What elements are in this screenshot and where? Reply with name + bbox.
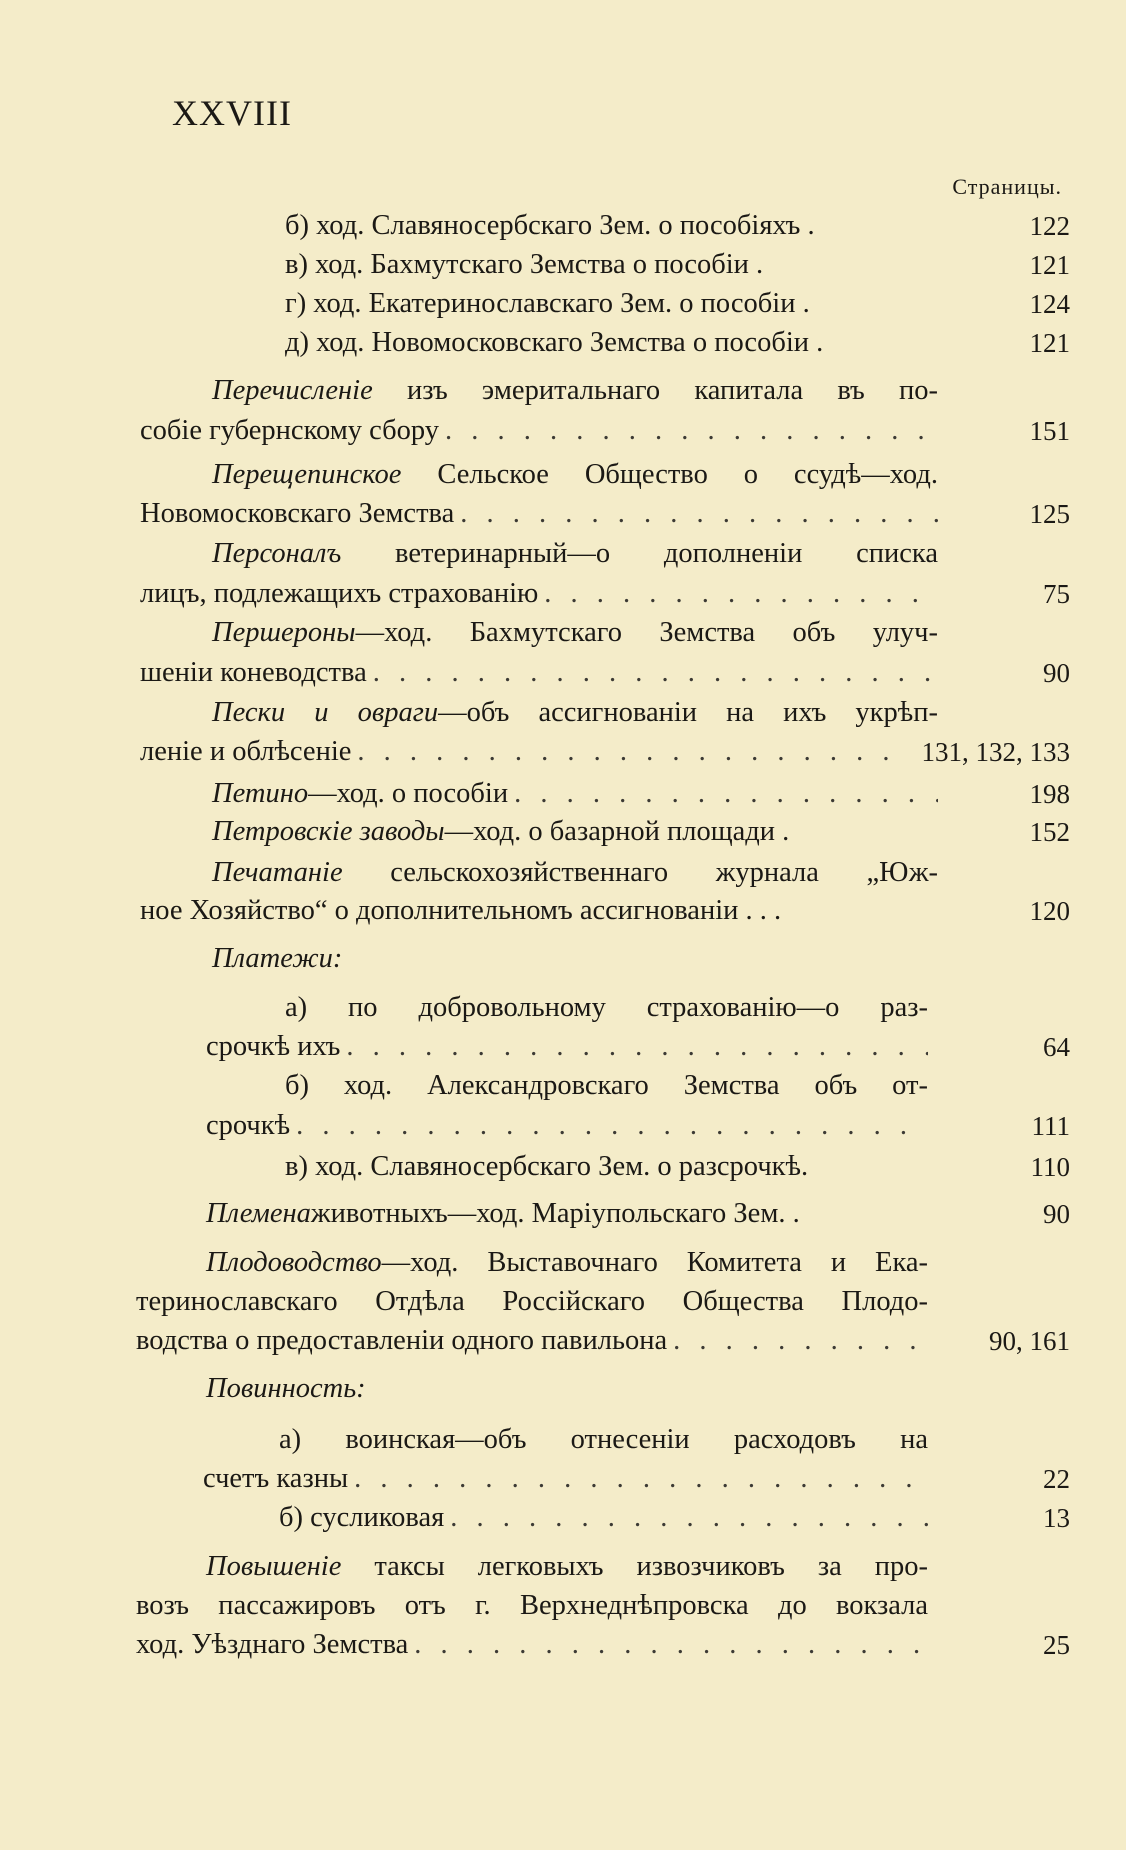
entry-pages: 120	[1029, 896, 1070, 926]
entry-text: срочкѣ	[206, 1110, 291, 1141]
dot-leader	[673, 1322, 928, 1360]
entry-pages: 22	[1043, 1464, 1070, 1494]
entry-text: ход. Уѣзднаго Земства	[136, 1629, 409, 1660]
entry-text: счетъ казны	[203, 1463, 349, 1494]
entry-pages: 131, 132, 133	[921, 737, 1070, 767]
entry-pages: 90	[1043, 658, 1070, 688]
page-number: XXVIII	[172, 93, 292, 133]
entry-text: —ход. Бахмутскаго Земства объ улуч-	[355, 617, 938, 648]
entry-pages: 152	[1029, 817, 1070, 847]
entry-text: а) по добровольному страхованію—о раз-	[285, 992, 928, 1023]
entry-text: таксы легковыхъ извозчиковъ за про-	[341, 1551, 928, 1582]
entry-text: леніе и облѣсеніе	[140, 736, 352, 767]
entry-text: лицъ, подлежащихъ страхованію	[140, 578, 539, 609]
dot-leader	[346, 1028, 928, 1066]
entry-text: собіе губернскому сбору	[140, 415, 439, 446]
entry-pages: 64	[1043, 1032, 1070, 1062]
dot-leader	[450, 1499, 928, 1537]
entry-pages: 75	[1043, 579, 1070, 609]
entry-text: Сельское Общество о ссудѣ—ход.	[401, 459, 938, 490]
entry-text: животныхъ—ход. Маріупольскаго Зем. .	[310, 1198, 800, 1229]
entry-pages: 90	[1043, 1199, 1070, 1229]
entry-pages: 198	[1029, 779, 1070, 809]
entry-keyword: Перещепинское	[212, 459, 402, 490]
entry-pages: 151	[1029, 416, 1070, 446]
entry-pages: 121	[1029, 250, 1070, 280]
entry-text: ветеринарный—о дополненіи списка	[341, 538, 938, 569]
entry-keyword: Персоналъ	[212, 538, 342, 569]
entry-keyword: Печатаніе	[212, 857, 343, 888]
entry-text: —объ ассигнованіи на ихъ укрѣп-	[438, 697, 938, 728]
entry-keyword: Плодоводство	[206, 1247, 382, 1278]
entry-pages: 90, 161	[989, 1326, 1070, 1356]
entry-pages: 13	[1043, 1503, 1070, 1533]
entry-keyword: Петино	[212, 778, 309, 809]
entry-text: изъ эмеритальнаго капитала въ по-	[372, 375, 938, 406]
entry-pages: 25	[1043, 1630, 1070, 1660]
entry-keyword: Пески и овраги	[212, 697, 439, 728]
entry-pages: 110	[1030, 1152, 1070, 1182]
dot-leader	[544, 575, 938, 613]
entry-text: ное Хозяйство“ о дополнительномъ ассигнованіи . . .	[140, 895, 782, 926]
entry-pages: 125	[1029, 499, 1070, 529]
dot-leader	[445, 412, 938, 450]
entry-keyword: Племена	[206, 1198, 311, 1229]
section-heading: Повинность:	[206, 1373, 366, 1404]
entry-text: теринославскаго Отдѣла Россійскаго Общества Плодо-	[136, 1286, 928, 1317]
dot-leader	[460, 495, 938, 533]
entry-text: г) ход. Екатеринославскаго Зем. о пособіи .	[285, 288, 810, 319]
entry-keyword: Першероны	[212, 617, 356, 648]
dot-leader	[357, 733, 895, 771]
pages-column-header: Страницы.	[952, 174, 1062, 199]
section-heading: Платежи:	[212, 943, 343, 974]
entry-text: срочкѣ ихъ	[206, 1031, 341, 1062]
entry-text: возъ пассажировъ отъ г. Верхнеднѣпровска до вокзала	[136, 1590, 928, 1621]
dot-leader	[514, 775, 938, 813]
entry-keyword: Повышеніе	[206, 1551, 342, 1582]
dot-leader	[414, 1626, 928, 1664]
entry-text: в) ход. Бахмутскаго Земства о пособіи .	[285, 249, 764, 280]
entry-text: водства о предоставленіи одного павильона	[136, 1325, 668, 1356]
dot-leader	[354, 1460, 928, 1498]
entry-text: б) сусликовая	[279, 1502, 445, 1533]
entry-text: Новомосковскаго Земства	[140, 498, 455, 529]
entry-text: в) ход. Славяносербскаго Зем. о разсрочкѣ.	[285, 1151, 809, 1182]
entry-pages: 121	[1029, 328, 1070, 358]
entry-pages: 124	[1029, 289, 1070, 319]
entry-text: б) ход. Славяносербскаго Зем. о пособіяхъ .	[285, 210, 815, 241]
entry-text: д) ход. Новомосковскаго Земства о пособіи .	[285, 327, 824, 358]
entry-text: —ход. о пособіи	[308, 778, 509, 809]
entry-text: сельскохозяйственнаго журнала „Юж-	[342, 857, 938, 888]
dot-leader	[373, 654, 938, 692]
entry-text: б) ход. Александровскаго Земства объ от-	[285, 1070, 928, 1101]
entry-pages: 111	[1031, 1111, 1070, 1141]
entry-keyword: Перечисленіе	[212, 375, 373, 406]
entry-pages: 122	[1029, 211, 1070, 241]
entry-text: а) воинская—объ отнесеніи расходовъ на	[279, 1424, 928, 1455]
entry-text: шеніи коневодства	[140, 657, 367, 688]
entry-text: —ход. Выставочнаго Комитета и Ека-	[381, 1247, 928, 1278]
entry-keyword: Петровскіе заводы	[212, 816, 445, 847]
dot-leader	[296, 1107, 928, 1145]
entry-text: —ход. о базарной площади .	[444, 816, 790, 847]
